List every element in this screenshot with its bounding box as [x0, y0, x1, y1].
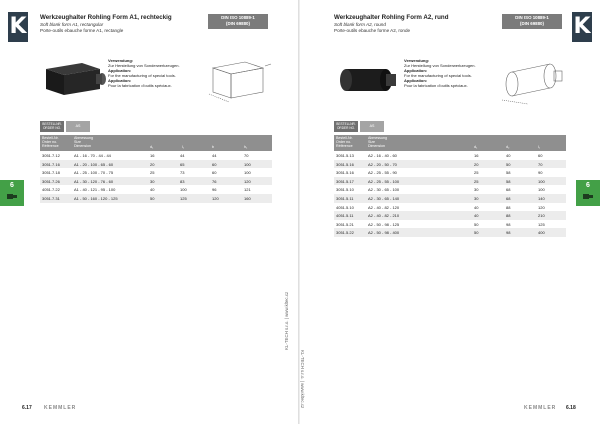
table-legend [40, 121, 90, 132]
table-cell: A1 - 40 - 121 - 95 - 100 [74, 187, 116, 193]
table-cell: 120 [244, 178, 251, 184]
table-cell: 100 [538, 187, 545, 193]
table-row [334, 211, 566, 220]
table-cell: 3051.5.11 [336, 195, 354, 201]
technical-drawing-round [498, 54, 568, 106]
table-cell: 40 [506, 153, 511, 158]
usage-text-de: Zur Herstellung von Sonderwerkzeugen. [108, 63, 180, 68]
legend-as: AS [360, 121, 384, 132]
table-cell: A2 - 16 - 40 - 60 [368, 153, 397, 158]
table-cell: 140 [538, 195, 545, 201]
table-cell: 160 [244, 195, 251, 201]
usage-notes [108, 58, 208, 88]
table-cell: 50 [474, 221, 479, 227]
din-standard-badge: DIN ISO 10889-1 (DIN 69880) [502, 14, 562, 29]
vertical-company-text: KL-TECH s.r.o. | www.kltec.cz [284, 291, 289, 350]
catalog-page-right [300, 0, 600, 424]
table-cell: 125 [180, 195, 187, 201]
table-cell: 125 [538, 221, 545, 227]
table-cell: 4051.5.10 [336, 204, 354, 210]
table-cell: 83 [180, 178, 185, 184]
legend-as: AS [66, 121, 90, 132]
table-cell: 50 [474, 230, 479, 236]
table-row [334, 168, 566, 177]
usage-notes [404, 58, 504, 88]
vertical-company-text: KL-TECH s.r.o. | www.kltec.cz [300, 350, 305, 409]
col-d1: d₁ [474, 145, 478, 149]
table-row [40, 185, 272, 194]
product-subtitle-en: Soft blank form A2, round [334, 22, 386, 27]
product-subtitle-fr: Porte-outils ebauche forme A1, rectangle [40, 28, 124, 33]
legend-order-no: BESTELLNR. ORDER NO. [334, 121, 358, 132]
table-cell: 25 [474, 178, 479, 184]
table-cell: 98 [506, 230, 511, 236]
table-cell: 70 [244, 153, 249, 158]
table-cell: 3051.5.10 [336, 187, 354, 193]
table-cell: 400 [538, 230, 545, 236]
table-cell: 3051.7.18 [42, 170, 60, 176]
kemmler-logo: K [8, 12, 28, 42]
table-cell: 3051.5.16 [336, 161, 354, 167]
page-number: 6.17 [22, 405, 32, 411]
usage-label-en: Application: [404, 68, 428, 73]
product-title: Werkzeughalter Rohling Form A1, rechteckig [40, 14, 172, 21]
tool-holder-icon [6, 192, 18, 201]
col-l1: l₁ [182, 145, 185, 149]
table-row [40, 168, 272, 177]
table-cell: 88 [506, 204, 511, 210]
table-cell: 4051.5.11 [336, 213, 354, 219]
table-cell: 30 [474, 195, 479, 201]
table-cell: 98 [506, 221, 511, 227]
table-cell: 3051.5.17 [336, 178, 354, 184]
technical-drawing-rectangular [205, 54, 275, 106]
table-cell: A2 - 50 - 98 - 400 [368, 230, 400, 236]
usage-text-fr: Pour la fabrication d'outils spéciaux. [108, 83, 172, 88]
table-cell: 100 [244, 170, 251, 176]
table-cell: 121 [244, 187, 251, 193]
table-cell: A2 - 25 - 55 - 90 [368, 170, 397, 176]
usage-label-en: Application: [108, 68, 132, 73]
kemmler-logo: K [572, 12, 592, 42]
table-cell: 68 [506, 195, 511, 201]
table-cell: 210 [538, 213, 545, 219]
col-order-no: Bestell-Nr. Order no. Référence [42, 136, 59, 148]
col-l1: l₁ [538, 145, 541, 149]
usage-text-fr: Pour la fabrication d'outils spéciaux. [404, 83, 468, 88]
table-cell: 96 [212, 187, 217, 193]
table-cell: 120 [538, 204, 545, 210]
table-cell: 3051.7.26 [42, 178, 60, 184]
col-d1: d₁ [150, 145, 154, 149]
table-cell: 20 [474, 161, 479, 167]
table-cell: 40 [150, 187, 155, 193]
table-row [40, 177, 272, 186]
table-cell: 100 [538, 178, 545, 184]
table-cell: 25 [474, 170, 479, 176]
col-size: Abmessung Size Dimension [368, 136, 387, 148]
table-cell: 3051.7.31 [42, 195, 60, 201]
usage-label-fr: Application: [108, 78, 132, 83]
table-cell: 30 [150, 178, 155, 184]
table-cell: 65 [180, 161, 185, 167]
product-title-block [334, 14, 494, 33]
col-h1: h₁ [244, 145, 248, 149]
usage-label-de: Verwendung: [404, 58, 430, 63]
product-photo-round [332, 55, 400, 101]
table-cell: 16 [150, 153, 155, 158]
table-cell: 58 [506, 178, 511, 184]
table-cell: A1 - 20 - 100 - 65 - 60 [74, 161, 114, 167]
table-row [334, 185, 566, 194]
table-cell: 50 [150, 195, 155, 201]
table-cell: 3051.7.12 [42, 153, 60, 158]
table-header [40, 135, 272, 151]
table-cell: A2 - 30 - 65 - 100 [368, 187, 400, 193]
brand-footer: KEMMLER [524, 405, 557, 411]
table-cell: A2 - 25 - 55 - 100 [368, 178, 400, 184]
col-b: b [212, 145, 214, 149]
usage-text-de: Zur Herstellung von Sonderwerkzeugen. [404, 63, 476, 68]
table-row [40, 160, 272, 169]
usage-label-fr: Application: [404, 78, 428, 83]
table-cell: 60 [538, 153, 543, 158]
table-cell: A2 - 50 - 98 - 125 [368, 221, 400, 227]
chapter-tab[interactable] [576, 180, 600, 206]
table-cell: 3051.5.16 [336, 170, 354, 176]
table-cell: 50 [506, 161, 511, 167]
table-cell: 4051.7.22 [42, 187, 60, 193]
table-row [334, 177, 566, 186]
table-row [334, 203, 566, 212]
table-cell: 44 [212, 153, 217, 158]
table-cell: A2 - 40 - 82 - 120 [368, 204, 400, 210]
table-cell: 58 [506, 170, 511, 176]
table-cell: A1 - 50 - 160 - 120 - 125 [74, 195, 118, 201]
chapter-tab[interactable] [0, 180, 24, 206]
table-cell: 30 [474, 187, 479, 193]
table-cell: 120 [212, 195, 219, 201]
chapter-number: 6 [586, 182, 590, 189]
table-cell: 100 [180, 187, 187, 193]
product-title-block [40, 14, 200, 33]
din-standard-badge: DIN ISO 10889-1 (DIN 69880) [208, 14, 268, 29]
chapter-number: 6 [10, 182, 14, 189]
col-size: Abmessung Size Dimension [74, 136, 93, 148]
table-row [40, 151, 272, 160]
table-cell: A1 - 16 - 70 - 44 - 44 [74, 153, 111, 158]
usage-text-en: For the manufacturing of special tools. [404, 73, 472, 78]
table-cell: 3051.5.13 [336, 153, 354, 158]
table-cell: A2 - 30 - 65 - 140 [368, 195, 400, 201]
table-cell: 73 [180, 170, 185, 176]
table-cell: 60 [212, 170, 217, 176]
table-row [334, 220, 566, 229]
usage-text-en: For the manufacturing of special tools. [108, 73, 176, 78]
table-cell: 60 [212, 161, 217, 167]
table-cell: A1 - 30 - 120 - 76 - 60 [74, 178, 114, 184]
product-title: Werkzeughalter Rohling Form A2, rund [334, 14, 449, 21]
table-cell: 90 [538, 170, 543, 176]
col-d2: d₂ [506, 145, 510, 149]
table-cell: A2 - 20 - 50 - 70 [368, 161, 397, 167]
table-cell: 20 [150, 161, 155, 167]
table-header [334, 135, 566, 151]
table-cell: A1 - 25 - 100 - 70 - 75 [74, 170, 114, 176]
table-cell: 3051.7.16 [42, 161, 60, 167]
table-cell: 88 [506, 213, 511, 219]
page-number: 6.18 [566, 405, 576, 411]
tool-holder-icon [582, 192, 594, 201]
legend-order-no: BESTELLNR. ORDER NO. [40, 121, 64, 132]
table-legend [334, 121, 384, 132]
table-cell: 40 [474, 213, 479, 219]
table-row [334, 160, 566, 169]
table-cell: 3051.5.22 [336, 230, 354, 236]
table-cell: 100 [244, 161, 251, 167]
brand-footer: KEMMLER [44, 405, 77, 411]
product-photo-rectangular [38, 55, 106, 101]
table-row [334, 228, 566, 237]
table-cell: 16 [474, 153, 479, 158]
table-cell: A2 - 40 - 82 - 210 [368, 213, 400, 219]
product-subtitle-en: Soft blank form A1, rectangular [40, 22, 104, 27]
table-row [334, 151, 566, 160]
table-row [334, 194, 566, 203]
product-subtitle-fr: Porte-outils ebauche forme A2, ronde [334, 28, 411, 33]
table-cell: 76 [212, 178, 217, 184]
table-cell: 44 [180, 153, 185, 158]
dimension-table [334, 135, 566, 237]
col-order-no: Bestell-Nr. Order no. Référence [336, 136, 353, 148]
table-cell: 25 [150, 170, 155, 176]
table-cell: 68 [506, 187, 511, 193]
table-row [40, 194, 272, 203]
table-cell: 3051.5.21 [336, 221, 354, 227]
table-cell: 40 [474, 204, 479, 210]
table-cell: 70 [538, 161, 543, 167]
usage-label-de: Verwendung: [108, 58, 134, 63]
dimension-table [40, 135, 272, 203]
